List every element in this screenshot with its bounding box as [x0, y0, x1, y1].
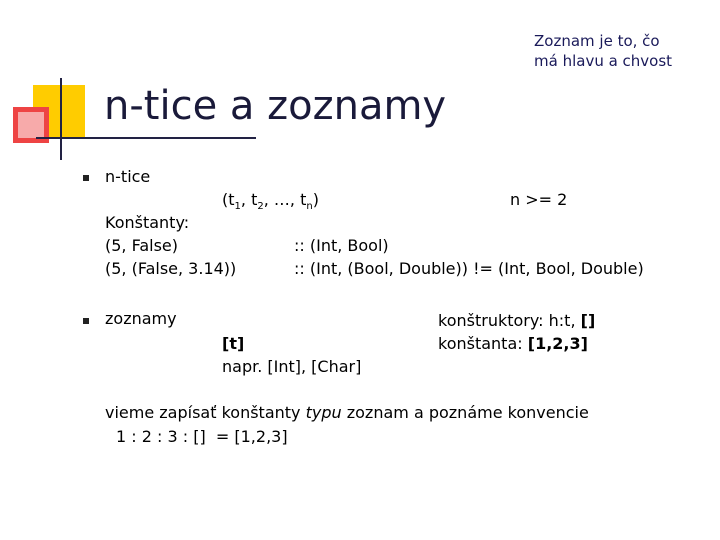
- list-constructors: konštruktory: h:t, []: [438, 311, 596, 330]
- tuple-example-1: (5, False): [105, 236, 178, 255]
- corner-note-line-2: má hlavu a chvost: [534, 52, 673, 70]
- bullet-square-icon: [83, 318, 89, 324]
- tuple-example-1-type: :: (Int, Bool): [294, 236, 389, 255]
- tuple-example-2: (5, (False, 3.14)): [105, 259, 237, 278]
- list-type-example: napr. [Int], [Char]: [222, 357, 362, 376]
- slide-title: n-tice a zoznamy: [104, 83, 447, 129]
- constants-label: Konštanty:: [105, 213, 190, 232]
- tuple-condition: n >= 2: [510, 190, 568, 209]
- tuple-example-2-type: :: (Int, (Bool, Double)) != (Int, Bool, Double): [294, 259, 644, 278]
- corner-note: [534, 31, 704, 71]
- tuple-syntax: ($t_1$, $t_2$, …, $t_n$): [222, 190, 319, 213]
- bullet-square-icon: [83, 175, 89, 181]
- list-convention-expression: 1 : 2 : 3 : [] = [1,2,3]: [116, 427, 288, 446]
- decorative-vertical-line: [60, 78, 62, 160]
- corner-note-line-1: Zoznam je to, čo: [534, 32, 660, 50]
- list-convention-text: vieme zapísať konštanty typu zoznam a poznáme konvencie: [105, 403, 589, 422]
- decorative-horizontal-line: [36, 137, 256, 139]
- list-constant: konštanta: [1,2,3]: [438, 334, 588, 353]
- bullet-label-zoznamy: zoznamy: [105, 309, 177, 328]
- bullet-label-n-tice: n-tice: [105, 167, 151, 186]
- list-type-syntax: [t]: [222, 334, 245, 353]
